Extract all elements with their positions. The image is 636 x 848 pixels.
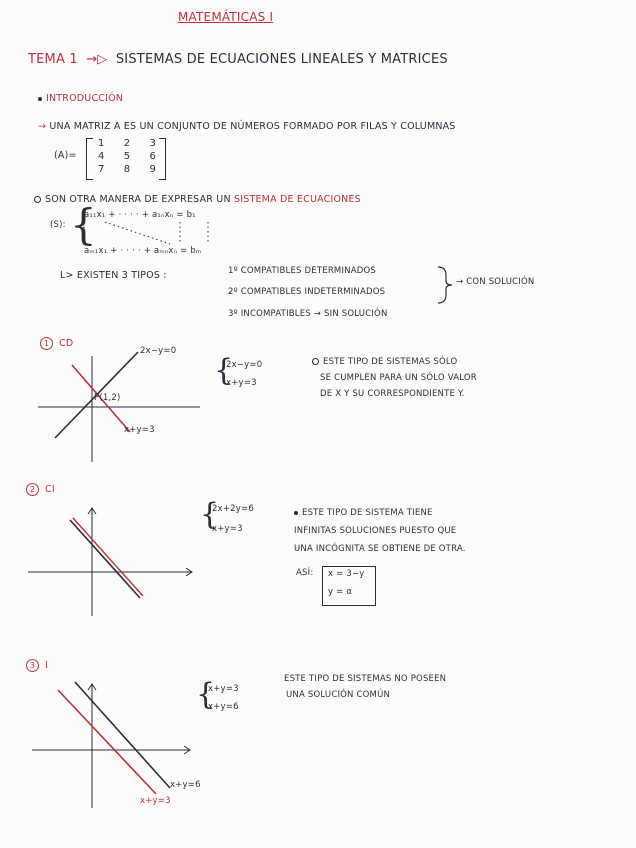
ci-brace-icon: { <box>200 497 220 532</box>
inc-brace-icon: { <box>196 677 216 712</box>
ci-label: CI <box>45 484 55 495</box>
type-3: 3º INCOMPATIBLES → SIN SOLUCIÓN <box>228 309 388 319</box>
matrix-left-bracket <box>86 138 93 180</box>
bullet-icon <box>38 97 42 101</box>
matrix-right-bracket <box>159 138 166 180</box>
inc-line2-label: x+y=3 <box>140 796 171 806</box>
intro-heading <box>38 93 123 104</box>
ci-asi: ASÍ: <box>296 568 314 578</box>
cd-eq-1: 2x−y=0 <box>226 360 263 370</box>
intro-heading-text: INTRODUCCIÓN <box>46 93 124 104</box>
cd-line2-label: x+y=3 <box>124 425 155 435</box>
inc-label: I <box>45 660 49 671</box>
ci-desc-2: INFINITAS SOLUCIONES PUESTO QUE <box>294 526 457 536</box>
type-2: 2º COMPATIBLES INDETERMINADOS <box>228 287 386 297</box>
matrix-cell: 4 <box>98 151 105 162</box>
ci-sol-2: y = α <box>328 587 353 597</box>
cd-graph <box>38 352 200 462</box>
system-dots <box>84 222 208 244</box>
number-2-icon: 2 <box>26 483 39 496</box>
matrix-cell: 3 <box>149 138 156 149</box>
types-brace <box>438 267 452 303</box>
inc-graph <box>32 682 190 808</box>
inc-line1-label: x+y=6 <box>170 780 201 790</box>
number-1-icon: 1 <box>40 337 53 350</box>
inc-eq-2: x+y=6 <box>208 702 239 712</box>
bullet-icon <box>312 358 319 365</box>
matrix-cell: 9 <box>149 164 156 175</box>
tema-number: TEMA 1 <box>28 52 78 67</box>
number-3-icon: 3 <box>26 659 39 672</box>
system-eq-1: a₁₁x₁ + · · · · + a₁ₙxₙ = b₁ <box>84 210 196 220</box>
con-solucion: → CON SOLUCIÓN <box>456 277 535 287</box>
matrix-cell: 7 <box>98 164 105 175</box>
cd-desc-1-text: ESTE TIPO DE SISTEMAS SÓLO <box>323 357 458 367</box>
system-brace-icon: { <box>70 200 97 249</box>
cd-desc-1 <box>312 357 457 367</box>
ci-desc-1-text: ESTE TIPO DE SISTEMA TIENE <box>302 508 433 518</box>
bullet-icon <box>294 511 298 515</box>
matrix-cell: 8 <box>123 164 131 175</box>
types-intro: L> EXISTEN 3 TIPOS : <box>60 270 167 281</box>
system-text-red: SISTEMA DE ECUACIONES <box>234 194 361 205</box>
tema-arrow: →▷ <box>86 52 108 67</box>
tema-title: SISTEMAS DE ECUACIONES LINEALES Y MATRICES <box>115 52 448 67</box>
bullet-icon <box>34 196 41 203</box>
matrix-definition <box>38 121 456 132</box>
matrix-row <box>98 138 156 149</box>
ci-eq-1: 2x+2y=6 <box>212 504 254 514</box>
system-text: SON OTRA MANERA DE EXPRESAR UN <box>45 194 231 205</box>
system-eq-2: aₘ₁x₁ + · · · · + aₘₙxₙ = bₘ <box>84 246 202 256</box>
matrix-cell: 2 <box>123 138 131 149</box>
ci-heading <box>26 483 55 496</box>
arrow-icon: → <box>38 121 47 132</box>
matrix-a <box>86 138 166 180</box>
cd-point-label: P(1,2) <box>94 393 121 403</box>
ci-eq-2: x+y=3 <box>212 524 243 534</box>
cd-desc-3: DE X Y SU CORRESPONDIENTE Y. <box>320 389 465 399</box>
matrix-label: (A)= <box>54 150 77 161</box>
matrix-row <box>98 164 156 175</box>
cd-brace-icon: { <box>214 353 234 388</box>
inc-desc-2: UNA SOLUCIÓN COMÚN <box>286 690 391 700</box>
system-label: (S): <box>50 220 66 230</box>
page-title: MATEMÁTICAS I <box>178 10 274 24</box>
cd-line1-label: 2x−y=0 <box>140 346 177 356</box>
matrix-cell: 5 <box>123 151 131 162</box>
tema-label <box>28 52 448 67</box>
cd-desc-2: SE CUMPLEN PARA UN SÓLO VALOR <box>320 373 477 383</box>
ci-desc-1 <box>294 508 433 518</box>
matrix-row <box>98 151 156 162</box>
cd-heading <box>40 337 73 350</box>
inc-eq-1: x+y=3 <box>208 684 239 694</box>
inc-desc-1: ESTE TIPO DE SISTEMAS NO POSEEN <box>284 674 447 684</box>
matrix-definition-text: UNA MATRIZ A ES UN CONJUNTO DE NÚMEROS FORMADO POR FILAS Y COLUMNAS <box>49 121 456 132</box>
ci-sol-1: x = 3−y <box>328 569 365 579</box>
ci-desc-3: UNA INCÓGNITA SE OBTIENE DE OTRA. <box>294 544 466 554</box>
cd-label: CD <box>59 338 74 349</box>
matrix-cell: 6 <box>149 151 156 162</box>
ci-graph <box>28 508 192 616</box>
cd-eq-2: x+y=3 <box>226 378 257 388</box>
inc-heading <box>26 659 48 672</box>
type-1: 1º COMPATIBLES DETERMINADOS <box>228 266 376 276</box>
matrix-cell: 1 <box>98 138 105 149</box>
